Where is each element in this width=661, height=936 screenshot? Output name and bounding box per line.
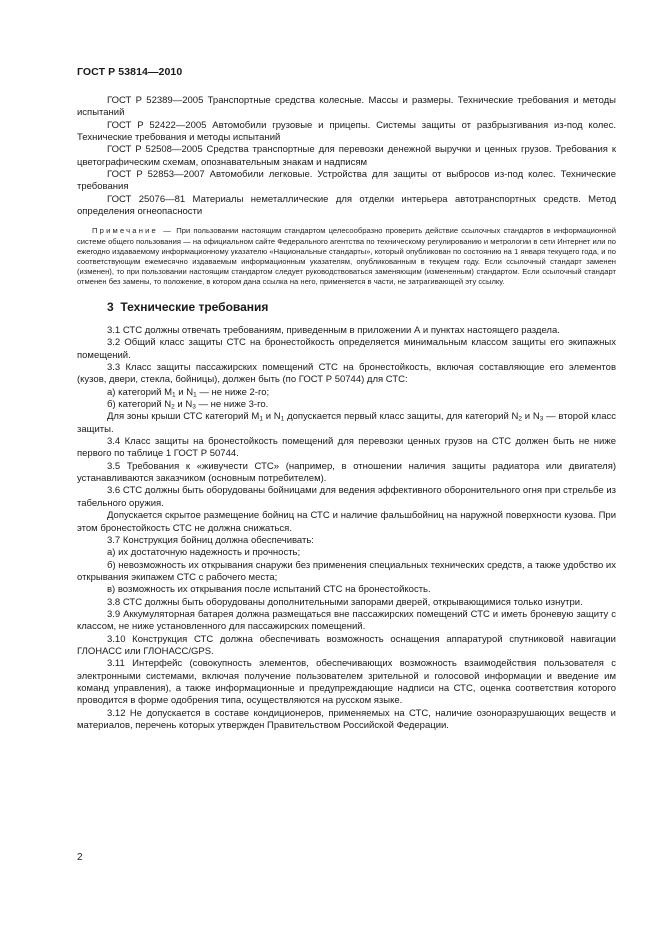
subscript: 1 [280, 415, 285, 423]
clause-3-3: 3.3 Класс защиты пассажирских помещений СТС на бронестойкость, включая составляющие его элементов (кузов, двери, стекла, бойницы), должен быть (по ГОСТ Р 50744) для СТС: [77, 362, 616, 386]
ref-gost-52422: ГОСТ Р 52422—2005 Автомобили грузовые и прицепы. Системы защиты от разбрызгивания из-под колес. Технические требования и методы испытаний [77, 119, 616, 144]
subscript: 1 [172, 391, 176, 399]
ref-gost-52853: ГОСТ Р 52853—2007 Автомобили легковые. Устройства для защиты от выбросов из-под колес. Технические требования [77, 169, 616, 193]
text-part: и N [522, 411, 540, 423]
text-part: допускается первый класс защиты, для категорий N [284, 411, 519, 423]
clause-3-7-a: а) их достаточную надежность и прочность; [107, 547, 301, 559]
clause-3-3-b [77, 399, 616, 411]
ref-gost-52389: ГОСТ Р 52389—2005 Транспортные средства колесные. Массы и размеры. Технические требования и методы испытаний [77, 95, 616, 119]
text-part: — второй класс защиты. [77, 411, 617, 435]
section-title: Технические требования [120, 300, 269, 314]
clause-3-3-a [77, 387, 616, 399]
clause-3-6: 3.6 СТС должны быть оборудованы бойницами для ведения эффективного оборонительного огня при стрельбе из табельного оружия. [77, 485, 616, 509]
subscript: 1 [193, 391, 197, 399]
note-paragraph [77, 226, 616, 287]
clause-3-7-b: б) невозможность их открывания снаружи без применения специальных технических средств, а также удобство их открывания экипажем СТС с рабочего места; [77, 559, 616, 583]
text-part: и N [262, 411, 281, 423]
clause-3-4: 3.4 Класс защиты на бронестойкость помещений для перевозки ценных грузов на СТС должен быть не ниже первого по таблице 1 ГОСТ Р 50744. [77, 436, 616, 460]
text-part: — не ниже 2-го; [196, 386, 270, 398]
page-number: 2 [77, 852, 83, 863]
clause-3-1: 3.1 СТС должны отвечать требованиям, приведенным в приложении А и пунктах настоящего раздела. [107, 325, 560, 336]
clause-3-6-b: Допускается скрытое размещение бойниц на СТС и наличие фальшбойниц на наружной поверхности кузова. При этом бронестойкость СТС не должна снижаться. [77, 510, 616, 534]
text-part: Для зоны крыши СТС категорий М [107, 411, 260, 423]
clause-3-7: 3.7 Конструкция бойниц должна обеспечивать: [107, 534, 314, 546]
page-content [77, 95, 616, 732]
note-label: Примечание — [92, 226, 174, 236]
ref-gost-52508: ГОСТ Р 52508—2005 Средства транспортные для перевозки денежной выручки и ценных грузов. Требования к цветографическим схемам, опознавательным знакам и надписям [77, 144, 616, 168]
ref-gost-25076: ГОСТ 25076—81 Материалы неметаллические для отделки интерьера автотранспортных средств. Метод определения огнеопасности [77, 193, 616, 218]
text-part: и N [174, 399, 193, 411]
section-heading [107, 300, 616, 314]
section-number: 3 [107, 300, 114, 314]
note-text: При пользовании настоящим стандартом целесообразно проверить действие ссылочных стандартов в информационной системе общего пользования — на официальном сайте Федерального агентства по техническому регулированию и метрологии в сети Интернет или по ежегодно издаваемому информационному указателю «Национальные стандарты», который опубликован по состоянию на 1 января текущего года, и по соответствующим ежемесячно издаваемым информационным указателям, опубликованным в текущем году. Если ссылочный стандарт заменен (изменен), то при пользовании настоящим стандартом следует руководствоваться заменяющим (измененным) стандартом. Если ссылочный стандарт отменен без замены, то положение, в котором дана ссылка на него, применяется в части, не затрагивающей эту ссылку. [77, 226, 616, 286]
clause-3-2: 3.2 Общий класс защиты СТС на бронестойкость определяется минимальным классом защиты его экипажных помещений. [77, 337, 616, 361]
clause-3-8: 3.8 СТС должны быть оборудованы дополнительными запорами дверей, открывающимися только изнутри. [107, 596, 583, 608]
subscript: 3 [192, 403, 196, 411]
text-part: и N [175, 386, 194, 398]
text-part: б) категорий N [107, 399, 172, 411]
clause-roof-zone [77, 411, 616, 436]
clause-3-11: 3.11 Интерфейс (совокупность элементов, обеспечивающих возможность взаимодействия пользователя с электронными системами, включая получение пользователем зрительной и голосовой информации и введение им команд управления), а также информационные и предупреждающие надписи на СТС, оценка соответствия которого проводится в форме одобрения типа, осуществляются на русском языке. [77, 658, 616, 707]
document-header: ГОСТ Р 53814—2010 [77, 66, 183, 78]
clause-3-12: 3.12 Не допускается в составе кондиционеров, применяемых на СТС, наличие озоноразрушающих веществ и материалов, перечень которых утвержден Правительством Российской Федерации. [77, 707, 616, 731]
subscript: 3 [539, 415, 544, 423]
subscript: 2 [171, 403, 175, 411]
clause-3-7-c: в) возможность их открывания после испытаний СТС на бронестойкость. [107, 584, 431, 596]
text-part: — не ниже 3-го. [195, 399, 269, 411]
clause-3-10: 3.10 Конструкция СТС должна обеспечивать возможность оснащения аппаратурой спутниковой навигации ГЛОНАСС или ГЛОНАСС/GPS. [77, 633, 616, 657]
clause-3-9: 3.9 Аккумуляторная батарея должна размещаться вне пассажирских помещений СТС и иметь броневую защиту с классом, не ниже установленного для пассажирских помещений. [77, 608, 616, 633]
subscript: 2 [518, 415, 523, 423]
subscript: 1 [259, 415, 263, 423]
text-part: а) категорий М [107, 386, 173, 398]
clause-3-5: 3.5 Требования к «живучести СТС» (например, в отношении наличия защиты радиатора или двигателя) устанавливаются заказчиком (основным потребителем). [77, 460, 616, 485]
